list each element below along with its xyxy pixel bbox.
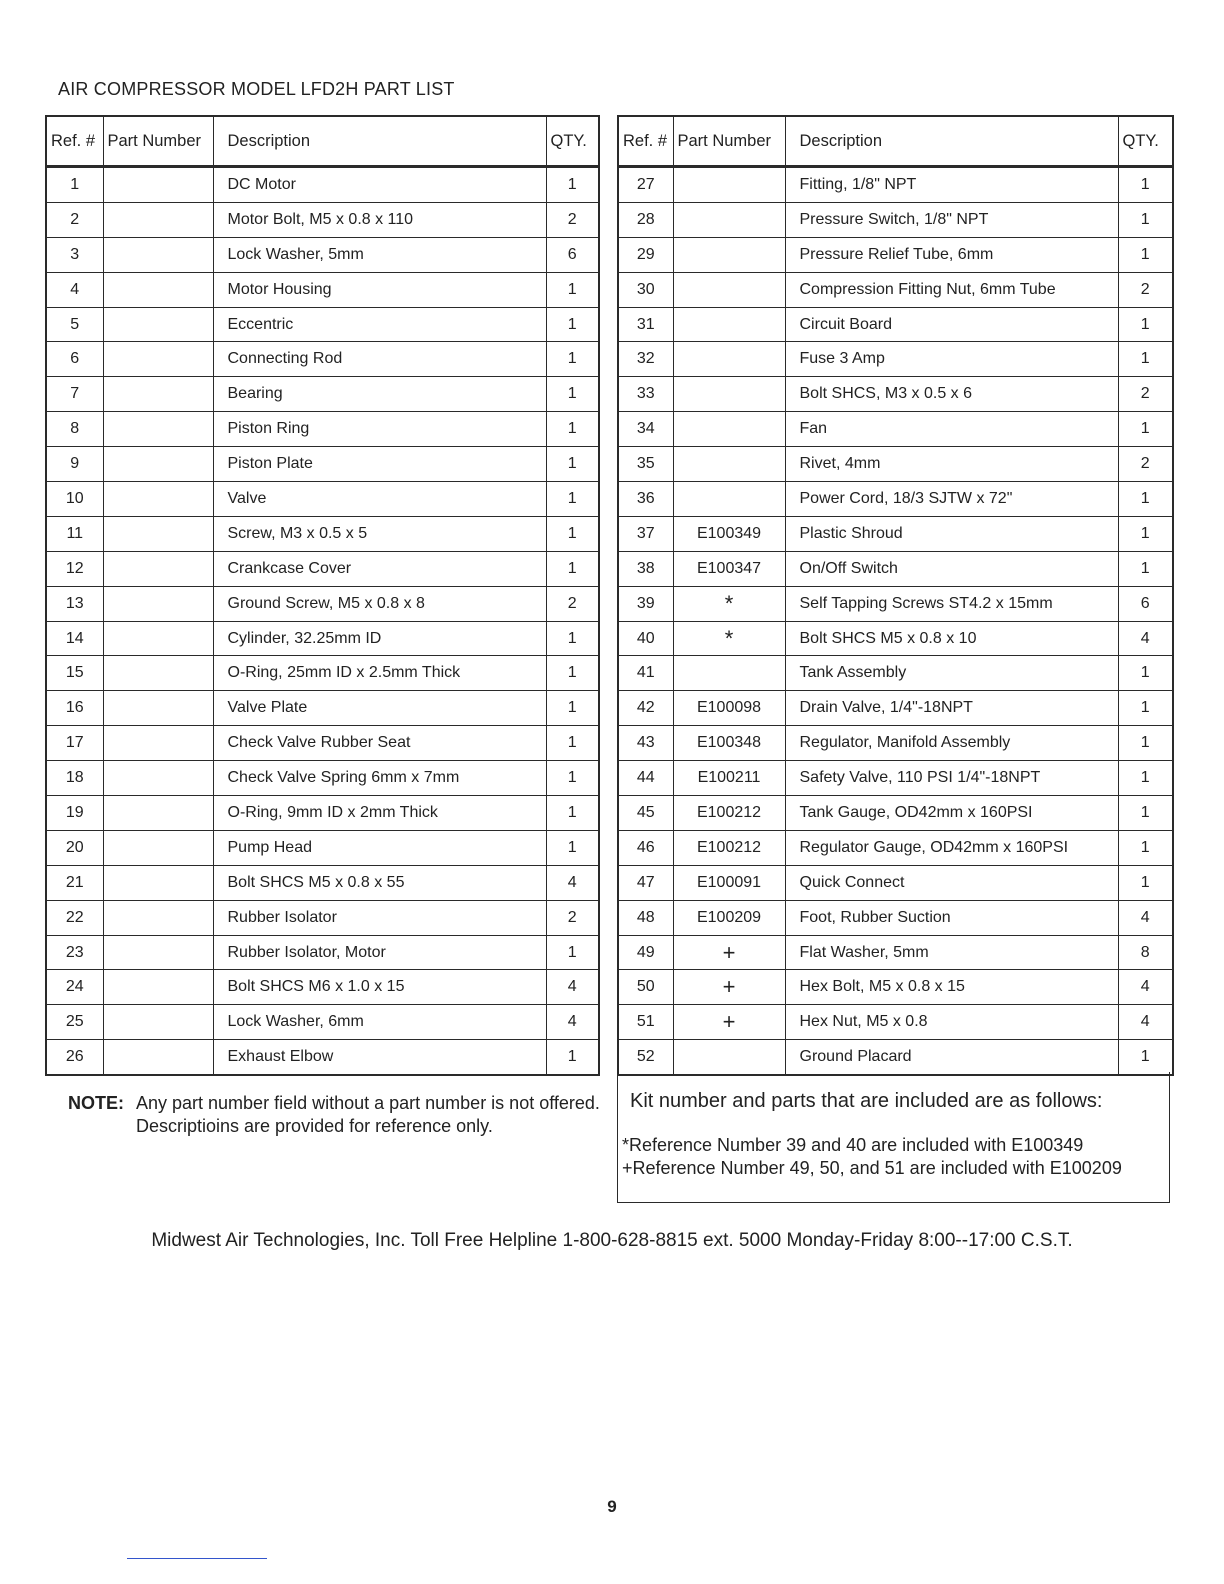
part-number-cell: E100348 — [673, 726, 785, 761]
ref-cell: 23 — [46, 935, 103, 970]
ref-cell: 48 — [618, 900, 673, 935]
part-number-cell — [103, 516, 213, 551]
description-cell: Power Cord, 18/3 SJTW x 72" — [785, 482, 1118, 517]
ref-cell: 36 — [618, 482, 673, 517]
qty-cell: 2 — [546, 202, 599, 237]
header-description: Description — [213, 116, 546, 167]
part-number-cell — [103, 691, 213, 726]
kit-line-2: +Reference Number 49, 50, and 51 are included with E100209 — [622, 1158, 1122, 1178]
description-cell: Hex Nut, M5 x 0.8 — [785, 1005, 1118, 1040]
part-number-cell — [103, 830, 213, 865]
part-number-cell — [103, 307, 213, 342]
part-number-cell — [103, 935, 213, 970]
part-number-cell — [103, 1005, 213, 1040]
part-number-cell — [103, 586, 213, 621]
ref-cell: 34 — [618, 412, 673, 447]
part-number-cell: E100098 — [673, 691, 785, 726]
description-cell: O-Ring, 25mm ID x 2.5mm Thick — [213, 656, 546, 691]
description-cell: Bolt SHCS M6 x 1.0 x 15 — [213, 970, 546, 1005]
table-row — [46, 621, 599, 656]
table-row — [618, 237, 1173, 272]
qty-cell: 4 — [1118, 621, 1173, 656]
part-number-cell — [673, 307, 785, 342]
ref-cell: 20 — [46, 830, 103, 865]
qty-cell: 1 — [546, 482, 599, 517]
part-number-cell — [673, 482, 785, 517]
ref-cell: 51 — [618, 1005, 673, 1040]
part-number-cell — [103, 167, 213, 203]
table-row — [618, 621, 1173, 656]
description-cell: Foot, Rubber Suction — [785, 900, 1118, 935]
description-cell: Rubber Isolator — [213, 900, 546, 935]
ref-cell: 15 — [46, 656, 103, 691]
qty-cell: 4 — [1118, 970, 1173, 1005]
part-number-cell — [673, 272, 785, 307]
ref-cell: 17 — [46, 726, 103, 761]
table-row — [46, 412, 599, 447]
ref-cell: 39 — [618, 586, 673, 621]
qty-cell: 4 — [546, 1005, 599, 1040]
description-cell: Fitting, 1/8" NPT — [785, 167, 1118, 203]
qty-cell: 1 — [546, 551, 599, 586]
table-row — [46, 796, 599, 831]
table-row — [46, 970, 599, 1005]
qty-cell: 2 — [546, 586, 599, 621]
kit-heading: Kit number and parts that are included are as follows: — [630, 1090, 1103, 1112]
qty-cell: 2 — [1118, 447, 1173, 482]
table-row — [46, 761, 599, 796]
description-cell: Motor Housing — [213, 272, 546, 307]
part-number-cell — [103, 482, 213, 517]
qty-cell: 1 — [1118, 482, 1173, 517]
part-number-cell — [673, 342, 785, 377]
qty-cell: 1 — [1118, 516, 1173, 551]
table-row — [46, 1005, 599, 1040]
qty-cell: 1 — [546, 656, 599, 691]
header-ref: Ref. # — [618, 116, 673, 167]
qty-cell: 1 — [1118, 691, 1173, 726]
part-number-cell — [103, 796, 213, 831]
table-row — [618, 830, 1173, 865]
part-number-cell — [103, 551, 213, 586]
table-row — [618, 970, 1173, 1005]
qty-cell: 1 — [1118, 307, 1173, 342]
ref-cell: 22 — [46, 900, 103, 935]
qty-cell: 1 — [546, 377, 599, 412]
description-cell: Tank Assembly — [785, 656, 1118, 691]
ref-cell: 14 — [46, 621, 103, 656]
table-row — [618, 865, 1173, 900]
table-row — [618, 272, 1173, 307]
qty-cell: 1 — [1118, 761, 1173, 796]
part-number-cell — [673, 1040, 785, 1075]
part-number-cell: E100091 — [673, 865, 785, 900]
ref-cell: 37 — [618, 516, 673, 551]
ref-cell: 33 — [618, 377, 673, 412]
table-row — [46, 935, 599, 970]
header-ref: Ref. # — [46, 116, 103, 167]
ref-cell: 45 — [618, 796, 673, 831]
qty-cell: 1 — [546, 412, 599, 447]
table-header-row — [618, 116, 1173, 167]
description-cell: Quick Connect — [785, 865, 1118, 900]
description-cell: Ground Screw, M5 x 0.8 x 8 — [213, 586, 546, 621]
table-row — [618, 586, 1173, 621]
part-number-cell — [673, 447, 785, 482]
table-row — [46, 830, 599, 865]
qty-cell: 1 — [1118, 865, 1173, 900]
part-number-cell — [103, 761, 213, 796]
part-number-cell — [103, 726, 213, 761]
description-cell: Circuit Board — [785, 307, 1118, 342]
qty-cell: 1 — [1118, 412, 1173, 447]
qty-cell: 1 — [1118, 726, 1173, 761]
table-body-left — [46, 167, 599, 1076]
qty-cell: 2 — [546, 900, 599, 935]
table-row — [46, 202, 599, 237]
description-cell: Rivet, 4mm — [785, 447, 1118, 482]
description-cell: Screw, M3 x 0.5 x 5 — [213, 516, 546, 551]
part-number-cell: * — [673, 621, 785, 656]
ref-cell: 5 — [46, 307, 103, 342]
ref-cell: 32 — [618, 342, 673, 377]
ref-cell: 49 — [618, 935, 673, 970]
qty-cell: 1 — [546, 935, 599, 970]
description-cell: Lock Washer, 6mm — [213, 1005, 546, 1040]
header-qty: QTY. — [546, 116, 599, 167]
link-underline — [127, 1558, 267, 1559]
table-row — [618, 1005, 1173, 1040]
table-row — [618, 412, 1173, 447]
description-cell: Hex Bolt, M5 x 0.8 x 15 — [785, 970, 1118, 1005]
table-row — [46, 865, 599, 900]
header-part-number: Part Number — [673, 116, 785, 167]
table-row — [618, 900, 1173, 935]
part-number-cell — [103, 237, 213, 272]
ref-cell: 50 — [618, 970, 673, 1005]
description-cell: Cylinder, 32.25mm ID — [213, 621, 546, 656]
description-cell: Piston Plate — [213, 447, 546, 482]
table-row — [618, 935, 1173, 970]
part-number-cell — [103, 970, 213, 1005]
qty-cell: 1 — [546, 307, 599, 342]
description-cell: Bolt SHCS M5 x 0.8 x 55 — [213, 865, 546, 900]
ref-cell: 6 — [46, 342, 103, 377]
description-cell: Tank Gauge, OD42mm x 160PSI — [785, 796, 1118, 831]
qty-cell: 1 — [1118, 342, 1173, 377]
part-number-cell — [673, 167, 785, 203]
ref-cell: 24 — [46, 970, 103, 1005]
ref-cell: 11 — [46, 516, 103, 551]
qty-cell: 1 — [546, 1040, 599, 1075]
ref-cell: 40 — [618, 621, 673, 656]
table-row — [46, 656, 599, 691]
table-row — [618, 307, 1173, 342]
ref-cell: 25 — [46, 1005, 103, 1040]
description-cell: Motor Bolt, M5 x 0.8 x 110 — [213, 202, 546, 237]
qty-cell: 1 — [1118, 796, 1173, 831]
table-row — [46, 167, 599, 203]
qty-cell: 1 — [546, 621, 599, 656]
qty-cell: 1 — [546, 167, 599, 203]
description-cell: Fuse 3 Amp — [785, 342, 1118, 377]
table-row — [46, 726, 599, 761]
table-row — [46, 237, 599, 272]
ref-cell: 1 — [46, 167, 103, 203]
qty-cell: 4 — [1118, 900, 1173, 935]
table-row — [618, 551, 1173, 586]
part-number-cell — [103, 621, 213, 656]
part-number-cell — [103, 656, 213, 691]
description-cell: Eccentric — [213, 307, 546, 342]
ref-cell: 16 — [46, 691, 103, 726]
qty-cell: 1 — [1118, 656, 1173, 691]
part-number-cell: E100211 — [673, 761, 785, 796]
parts-table-right — [617, 115, 1174, 1076]
table-row — [46, 342, 599, 377]
part-number-cell — [103, 377, 213, 412]
description-cell: Check Valve Rubber Seat — [213, 726, 546, 761]
description-cell: Valve Plate — [213, 691, 546, 726]
part-number-cell — [673, 237, 785, 272]
ref-cell: 19 — [46, 796, 103, 831]
part-number-cell — [103, 447, 213, 482]
table-row — [618, 447, 1173, 482]
page-number: 9 — [607, 1497, 617, 1516]
description-cell: On/Off Switch — [785, 551, 1118, 586]
part-number-cell — [103, 272, 213, 307]
description-cell: Pressure Relief Tube, 6mm — [785, 237, 1118, 272]
qty-cell: 4 — [546, 865, 599, 900]
table-row — [46, 482, 599, 517]
table-row — [46, 272, 599, 307]
ref-cell: 26 — [46, 1040, 103, 1075]
qty-cell: 1 — [1118, 237, 1173, 272]
qty-cell: 2 — [1118, 272, 1173, 307]
description-cell: Piston Ring — [213, 412, 546, 447]
header-description: Description — [785, 116, 1118, 167]
qty-cell: 6 — [546, 237, 599, 272]
ref-cell: 7 — [46, 377, 103, 412]
ref-cell: 43 — [618, 726, 673, 761]
ref-cell: 46 — [618, 830, 673, 865]
footer-helpline: Midwest Air Technologies, Inc. Toll Free Helpline 1-800-628-8815 ext. 5000 Monday-Friday 8:00--17:00 C.S.T. — [151, 1230, 1073, 1251]
description-cell: Ground Placard — [785, 1040, 1118, 1075]
qty-cell: 1 — [1118, 167, 1173, 203]
note-label: NOTE: — [68, 1093, 124, 1113]
table-row — [46, 691, 599, 726]
description-cell: Plastic Shroud — [785, 516, 1118, 551]
description-cell: Drain Valve, 1/4"-18NPT — [785, 691, 1118, 726]
qty-cell: 1 — [546, 830, 599, 865]
ref-cell: 21 — [46, 865, 103, 900]
ref-cell: 29 — [618, 237, 673, 272]
ref-cell: 31 — [618, 307, 673, 342]
ref-cell: 8 — [46, 412, 103, 447]
ref-cell: 10 — [46, 482, 103, 517]
part-number-cell — [673, 202, 785, 237]
ref-cell: 27 — [618, 167, 673, 203]
part-number-cell — [103, 865, 213, 900]
description-cell: Compression Fitting Nut, 6mm Tube — [785, 272, 1118, 307]
qty-cell: 4 — [1118, 1005, 1173, 1040]
table-row — [46, 377, 599, 412]
ref-cell: 4 — [46, 272, 103, 307]
part-number-cell — [673, 412, 785, 447]
part-number-cell — [103, 202, 213, 237]
table-row — [618, 1040, 1173, 1075]
qty-cell: 1 — [546, 796, 599, 831]
ref-cell: 30 — [618, 272, 673, 307]
qty-cell: 1 — [546, 272, 599, 307]
description-cell: Fan — [785, 412, 1118, 447]
table-row — [618, 377, 1173, 412]
qty-cell: 4 — [546, 970, 599, 1005]
description-cell: Pressure Switch, 1/8" NPT — [785, 202, 1118, 237]
part-number-cell — [673, 656, 785, 691]
part-number-cell — [103, 900, 213, 935]
header-qty: QTY. — [1118, 116, 1173, 167]
table-row — [46, 586, 599, 621]
description-cell: Bolt SHCS M5 x 0.8 x 10 — [785, 621, 1118, 656]
part-number-cell: E100209 — [673, 900, 785, 935]
part-number-cell: + — [673, 935, 785, 970]
qty-cell: 1 — [546, 761, 599, 796]
table-row — [46, 1040, 599, 1075]
part-number-cell: E100212 — [673, 830, 785, 865]
ref-cell: 9 — [46, 447, 103, 482]
qty-cell: 1 — [546, 342, 599, 377]
qty-cell: 1 — [546, 726, 599, 761]
description-cell: DC Motor — [213, 167, 546, 203]
qty-cell: 8 — [1118, 935, 1173, 970]
table-row — [618, 202, 1173, 237]
ref-cell: 44 — [618, 761, 673, 796]
description-cell: Bolt SHCS, M3 x 0.5 x 6 — [785, 377, 1118, 412]
qty-cell: 1 — [1118, 1040, 1173, 1075]
table-row — [618, 516, 1173, 551]
table-row — [46, 551, 599, 586]
header-part-number: Part Number — [103, 116, 213, 167]
ref-cell: 18 — [46, 761, 103, 796]
qty-cell: 1 — [1118, 830, 1173, 865]
description-cell: O-Ring, 9mm ID x 2mm Thick — [213, 796, 546, 831]
ref-cell: 13 — [46, 586, 103, 621]
qty-cell: 1 — [546, 447, 599, 482]
table-row — [618, 482, 1173, 517]
description-cell: Regulator Gauge, OD42mm x 160PSI — [785, 830, 1118, 865]
description-cell: Valve — [213, 482, 546, 517]
note-text: Any part number field without a part number is not offered. Descriptioins are provided for reference only. — [136, 1093, 600, 1136]
table-row — [46, 447, 599, 482]
description-cell: Safety Valve, 110 PSI 1/4"-18NPT — [785, 761, 1118, 796]
part-number-cell: + — [673, 970, 785, 1005]
kit-info-box — [617, 1072, 1170, 1203]
description-cell: Exhaust Elbow — [213, 1040, 546, 1075]
table-row — [618, 167, 1173, 203]
table-row — [46, 900, 599, 935]
part-number-cell: E100347 — [673, 551, 785, 586]
description-cell: Check Valve Spring 6mm x 7mm — [213, 761, 546, 796]
table-row — [618, 726, 1173, 761]
qty-cell: 1 — [1118, 551, 1173, 586]
ref-cell: 38 — [618, 551, 673, 586]
ref-cell: 3 — [46, 237, 103, 272]
table-row — [618, 691, 1173, 726]
qty-cell: 2 — [1118, 377, 1173, 412]
part-number-cell — [103, 1040, 213, 1075]
table-row — [46, 516, 599, 551]
part-number-cell: E100212 — [673, 796, 785, 831]
qty-cell: 1 — [546, 691, 599, 726]
ref-cell: 12 — [46, 551, 103, 586]
ref-cell: 42 — [618, 691, 673, 726]
table-header-row — [46, 116, 599, 167]
part-number-cell — [103, 412, 213, 447]
qty-cell: 6 — [1118, 586, 1173, 621]
table-row — [618, 761, 1173, 796]
part-number-cell: + — [673, 1005, 785, 1040]
part-number-cell: E100349 — [673, 516, 785, 551]
table-row — [618, 342, 1173, 377]
description-cell: Flat Washer, 5mm — [785, 935, 1118, 970]
table-row — [46, 307, 599, 342]
qty-cell: 1 — [1118, 202, 1173, 237]
ref-cell: 35 — [618, 447, 673, 482]
parts-table-left — [45, 115, 600, 1076]
description-cell: Connecting Rod — [213, 342, 546, 377]
ref-cell: 28 — [618, 202, 673, 237]
description-cell: Regulator, Manifold Assembly — [785, 726, 1118, 761]
table-body-right — [618, 167, 1173, 1076]
kit-line-1: *Reference Number 39 and 40 are included with E100349 — [622, 1135, 1084, 1155]
description-cell: Rubber Isolator, Motor — [213, 935, 546, 970]
part-number-cell — [673, 377, 785, 412]
part-number-cell — [103, 342, 213, 377]
ref-cell: 52 — [618, 1040, 673, 1075]
ref-cell: 47 — [618, 865, 673, 900]
part-number-cell: * — [673, 586, 785, 621]
qty-cell: 1 — [546, 516, 599, 551]
description-cell: Lock Washer, 5mm — [213, 237, 546, 272]
ref-cell: 2 — [46, 202, 103, 237]
ref-cell: 41 — [618, 656, 673, 691]
table-row — [618, 656, 1173, 691]
description-cell: Self Tapping Screws ST4.2 x 15mm — [785, 586, 1118, 621]
description-cell: Crankcase Cover — [213, 551, 546, 586]
description-cell: Pump Head — [213, 830, 546, 865]
description-cell: Bearing — [213, 377, 546, 412]
page-title: AIR COMPRESSOR MODEL LFD2H PART LIST — [58, 79, 455, 99]
table-row — [618, 796, 1173, 831]
